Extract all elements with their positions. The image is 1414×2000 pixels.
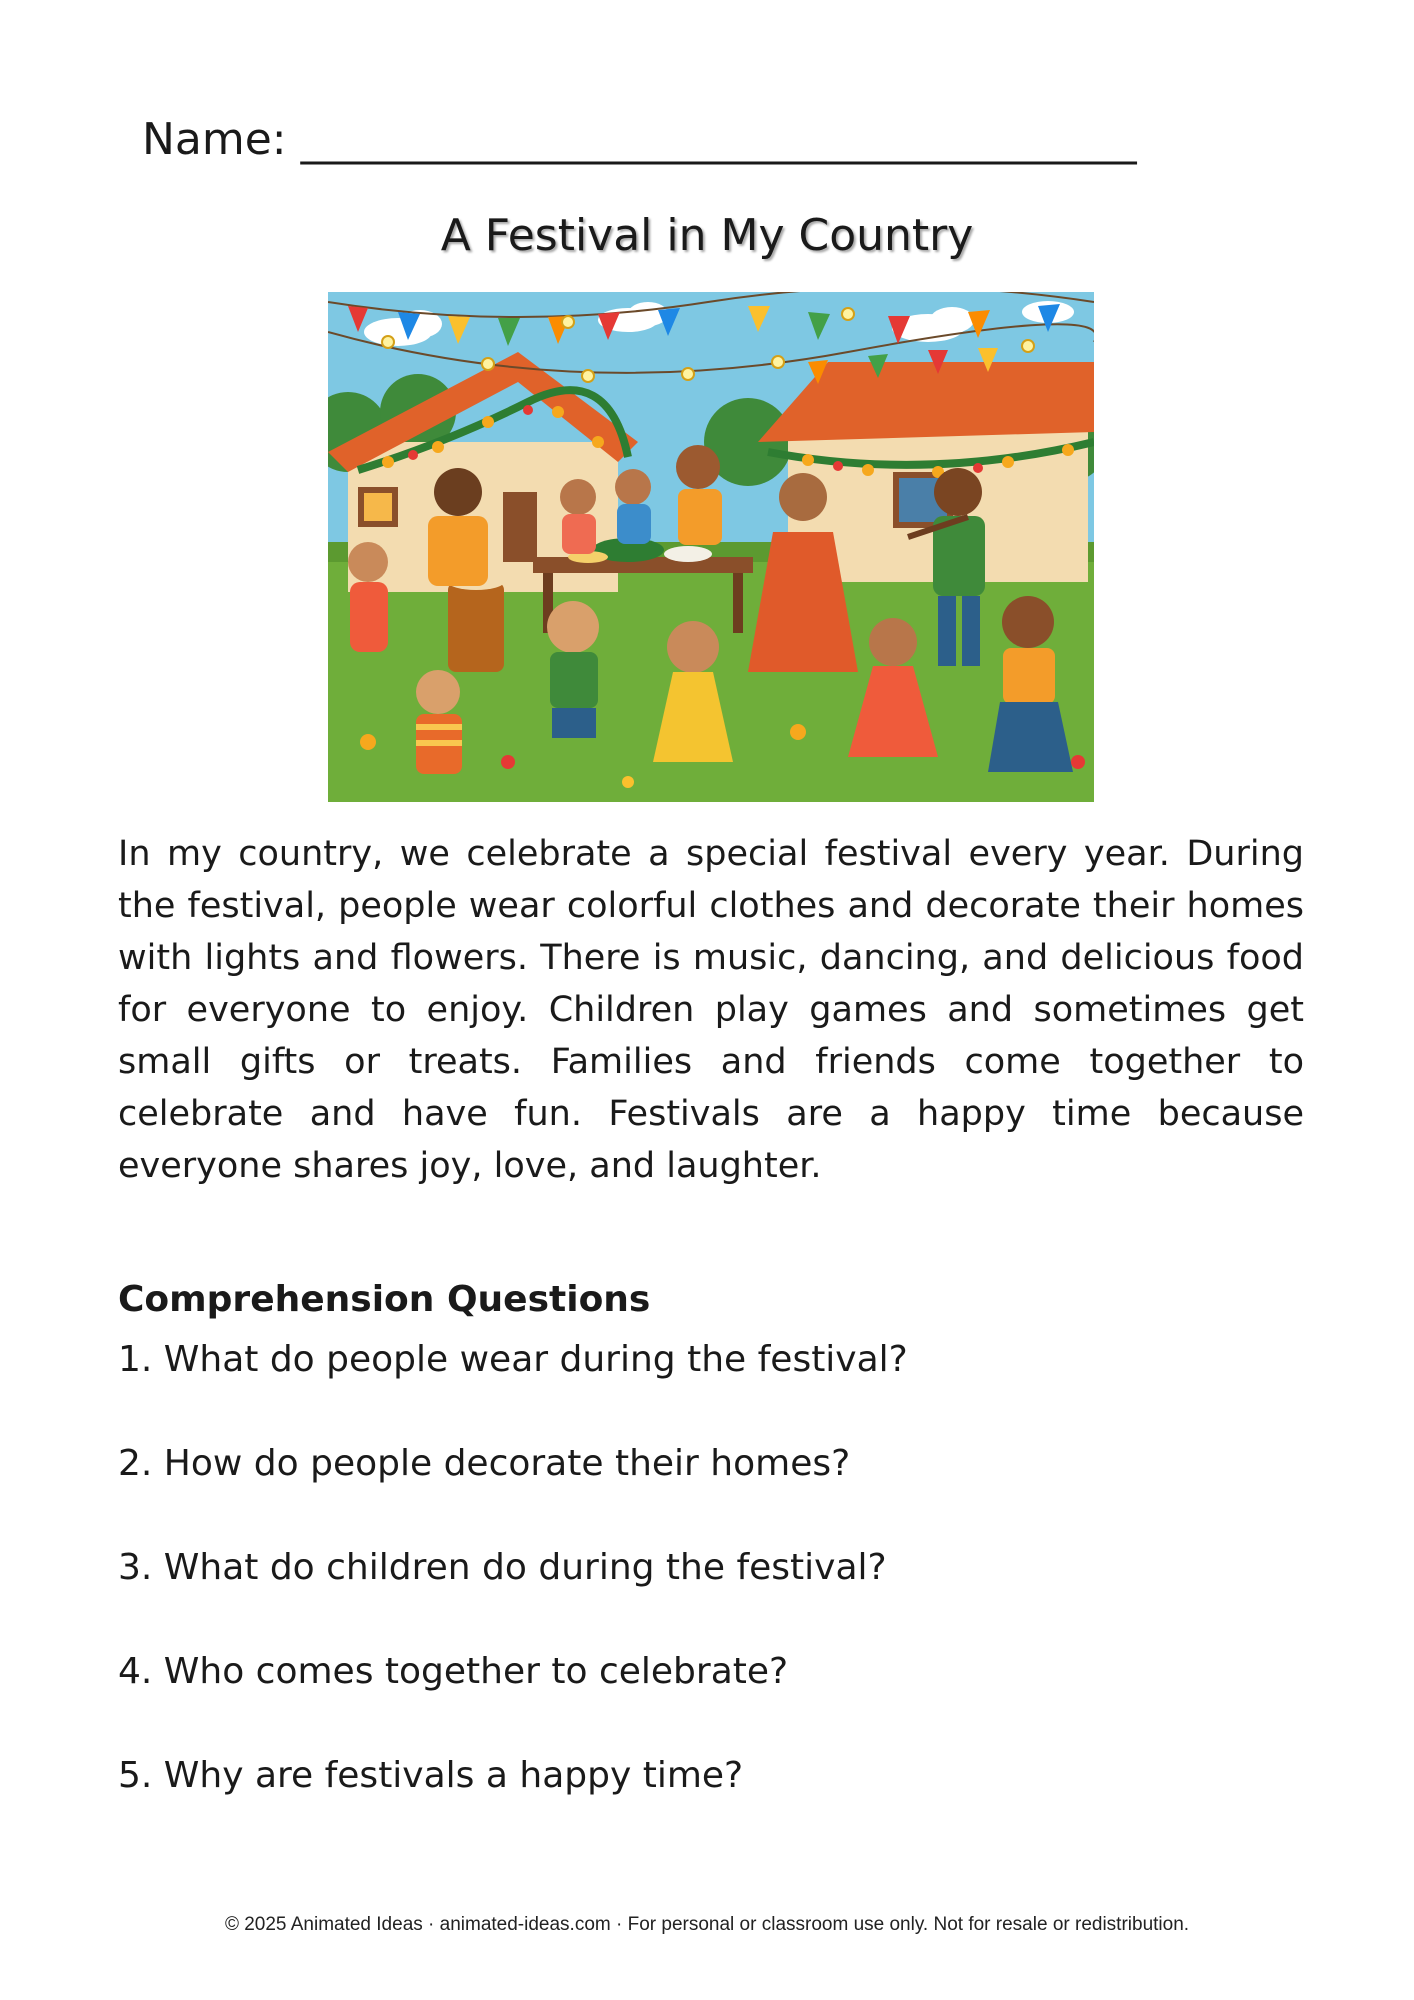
question-item: 1. What do people wear during the festival? [118, 1339, 908, 1380]
story-paragraph: In my country, we celebrate a special festival every year. During the festival, people wear colorful clothes and decorate their homes with lights and flowers. There is music, dancing, and delicious food for everyone to enjoy. Children play games and sometimes get small gifts or treats. Families and friends come together to celebrate and have fun. Festivals are a happy time because everyone shares joy, love, and laughter. [118, 834, 1304, 1186]
question-item: 4. Who comes together to celebrate? [118, 1651, 789, 1692]
copyright-footer: © 2025 Animated Ideas · animated-ideas.com · For personal or classroom use only. Not for resale or redistribution. [224, 1914, 1190, 1935]
name-field[interactable]: Name: ______________________________________ [142, 114, 1137, 165]
festival-illustration [328, 292, 1094, 802]
worksheet-title: A Festival in My Country [440, 210, 974, 261]
drum [448, 574, 504, 672]
question-item: 2. How do people decorate their homes? [118, 1443, 851, 1484]
questions-list [118, 1334, 908, 1854]
question-item: 3. What do children do during the festival? [118, 1547, 887, 1588]
question-item: 5. Why are festivals a happy time? [118, 1755, 744, 1796]
questions-heading: Comprehension Questions [118, 1279, 651, 1320]
